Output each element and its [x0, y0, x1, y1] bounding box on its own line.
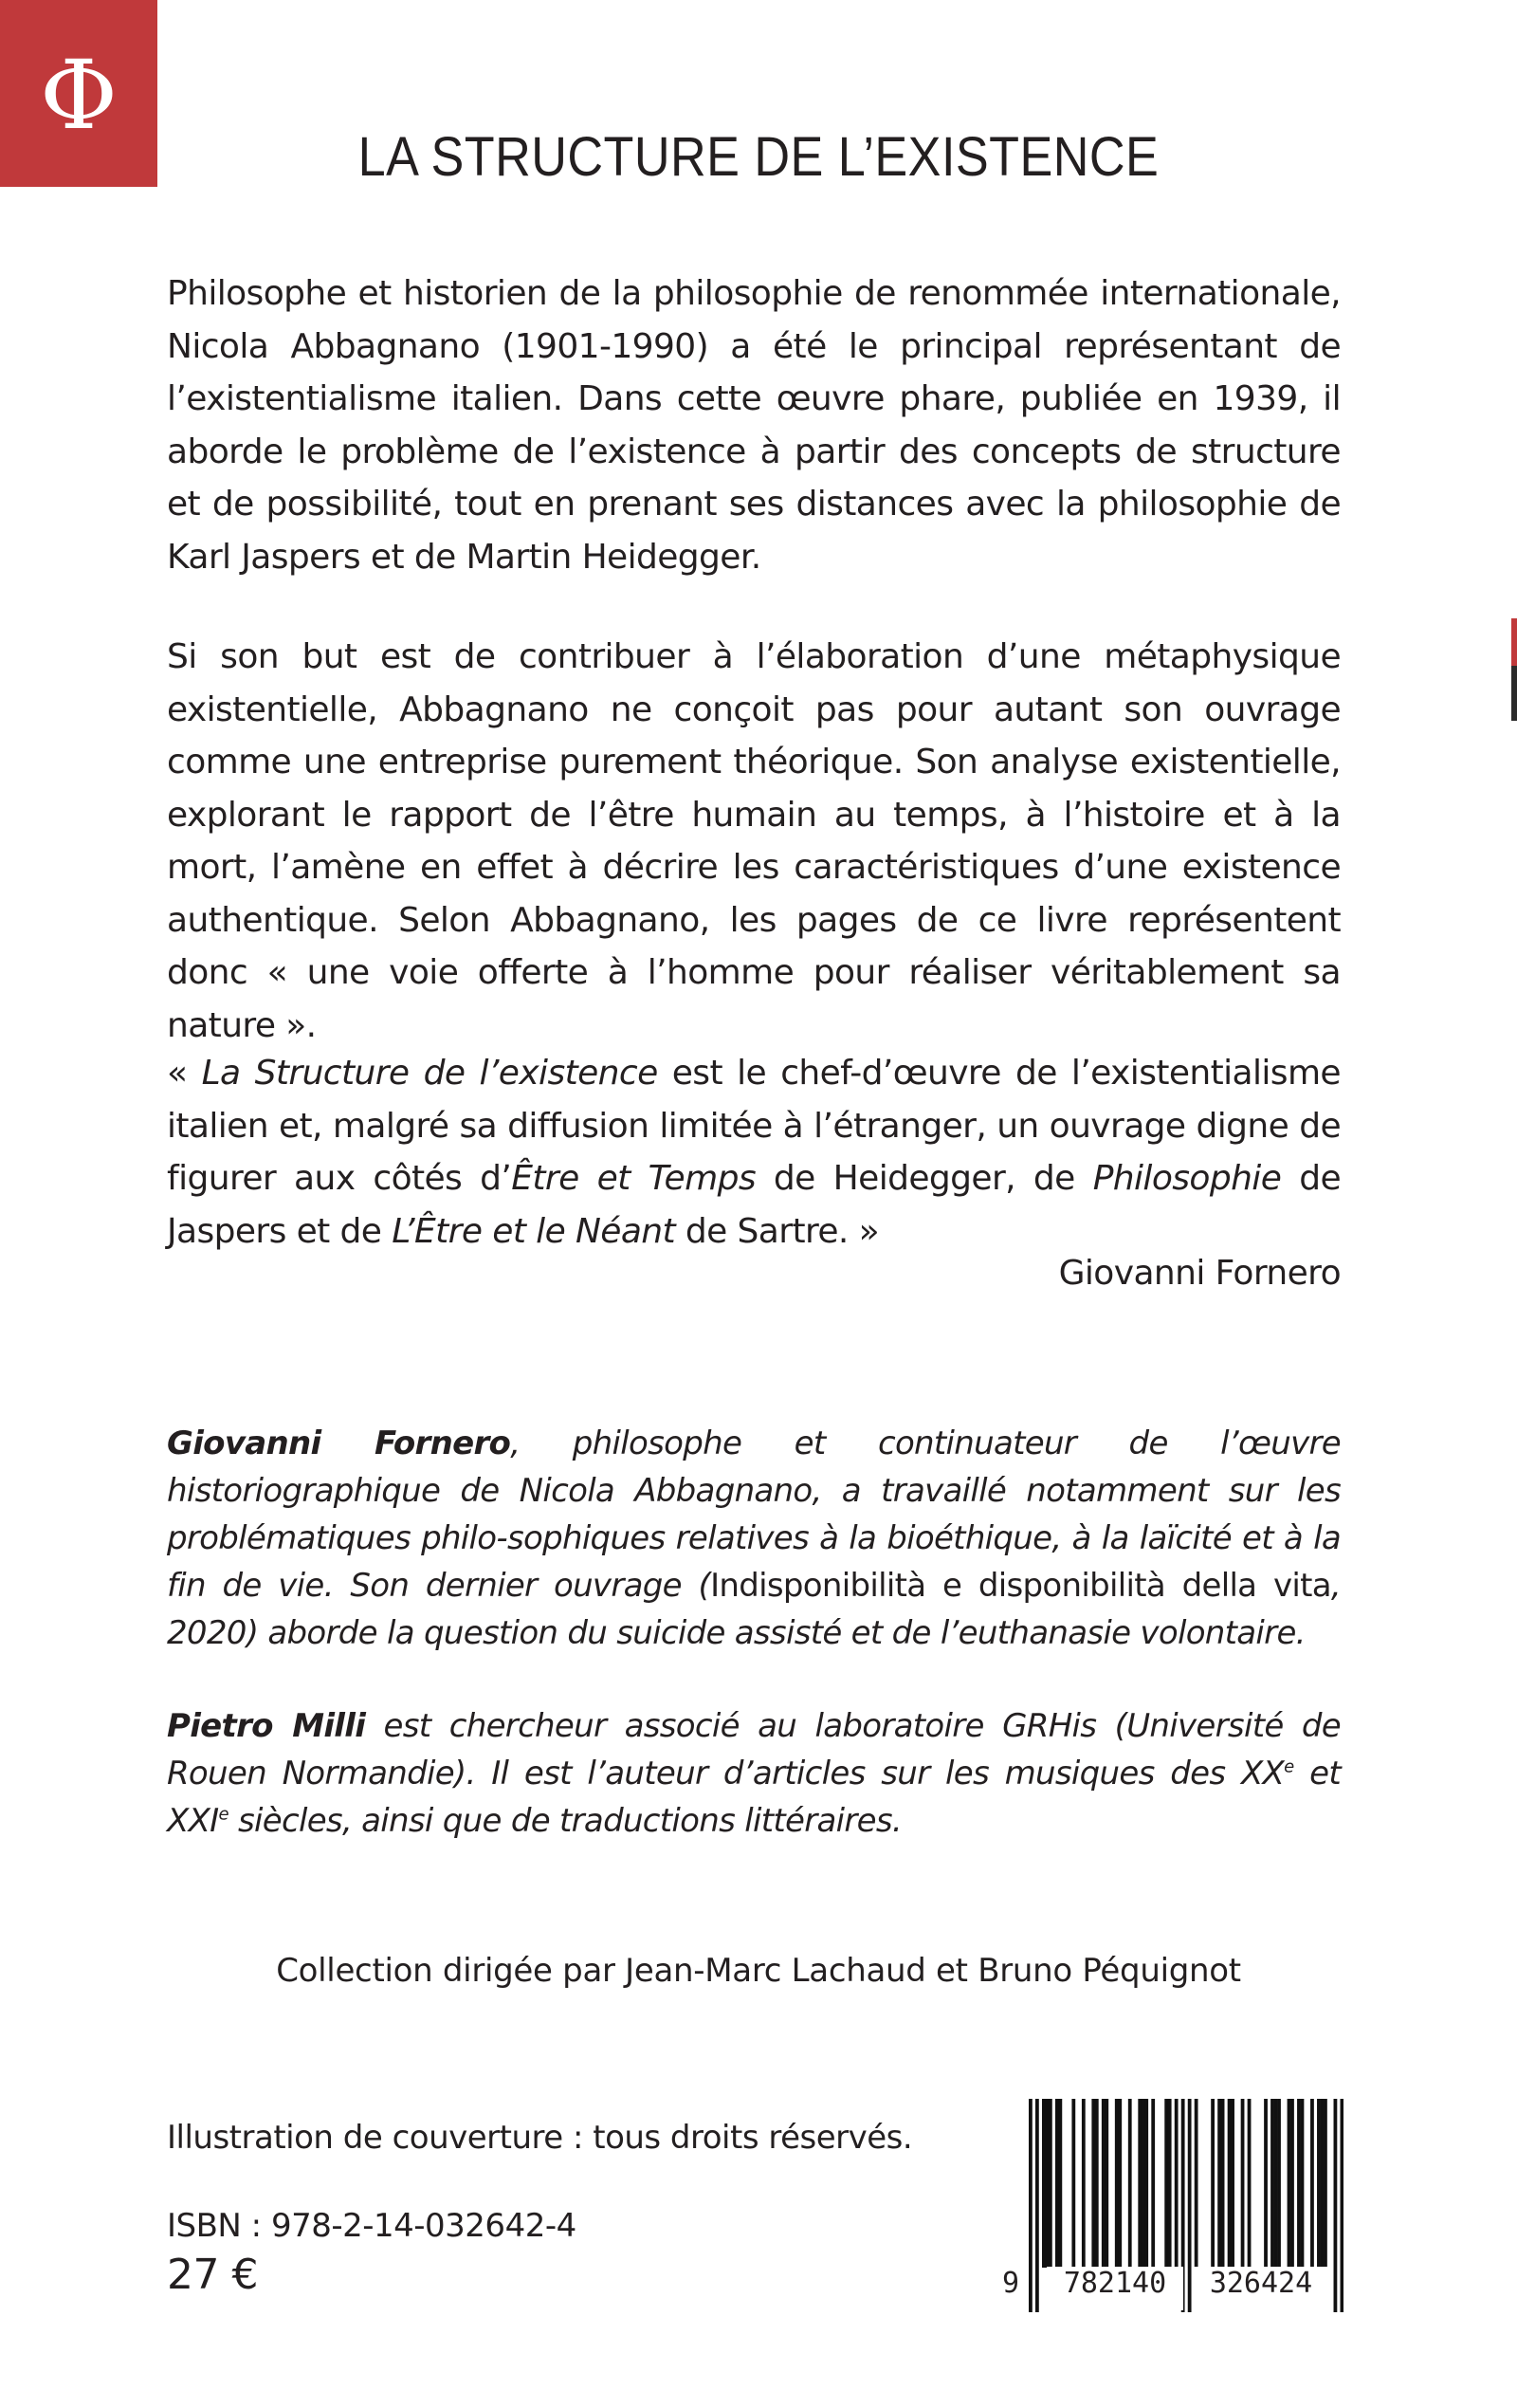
bio-work-title: Indisponibilità e disponibilità della vita — [710, 1567, 1331, 1605]
barcode-bar — [1082, 2099, 1086, 2268]
barcode-bar — [1105, 2099, 1108, 2268]
barcode-bar — [1029, 2099, 1033, 2312]
barcode-bar — [1211, 2099, 1215, 2268]
barcode-bar — [1058, 2099, 1062, 2268]
barcode-bar — [1231, 2099, 1234, 2268]
bio-name: Giovanni Fornero — [167, 1425, 511, 1462]
quote-work-title: L’Être et le Néant — [392, 1211, 676, 1251]
illustration-credit: Illustration de couverture : tous droits réservés. — [167, 2119, 913, 2157]
barcode-bar — [1091, 2099, 1095, 2268]
barcode-digits-right: 326424 — [1193, 2267, 1329, 2310]
quote-attribution: Giovanni Fornero — [1058, 1254, 1341, 1293]
svg-text:Φ: Φ — [40, 40, 118, 151]
barcode-digit-first: 9 — [996, 2267, 1026, 2310]
barcode-bar — [1217, 2099, 1221, 2268]
bio-giovanni-fornero: Giovanni Fornero, philosophe et continuateur de l’œuvre historiographique de Nicola Abbagnano, a travaillé notamment sur les problématiques philo-sophiques relatives à la bioéthique, à la laïcité et à la fin de vie. Son dernier ouvrage (Indisponibilità e disponibilità della vita, 2020) aborde la question du suicide assisté et de l’euthanasie volontaire. — [167, 1425, 1342, 1652]
barcode-bar — [1144, 2099, 1148, 2268]
barcode-bar — [1035, 2099, 1039, 2312]
barcode-bar — [1341, 2099, 1343, 2312]
barcode-bar — [1128, 2099, 1132, 2268]
edge-mark-dark — [1511, 666, 1517, 721]
barcode-digits-left: 782140 — [1047, 2267, 1183, 2310]
barcode-bar — [1248, 2099, 1252, 2268]
barcode-bar — [1310, 2099, 1314, 2268]
collection-editors: Collection dirigée par Jean-Marc Lachaud et Bruno Péquignot — [276, 1952, 1241, 1990]
bio-pietro-milli: Pietro Milli est chercheur associé au laboratoire GRHis (Université de Rouen Normandie). Il est l’auteur d’articles sur les musiques des XXe et XXIe siècles, ainsi que de traductions littéraires. — [167, 1707, 1341, 1840]
barcode-bar — [1277, 2099, 1281, 2268]
barcode-bar — [1071, 2099, 1075, 2268]
barcode-bar — [1095, 2099, 1099, 2268]
barcode-bar — [1175, 2099, 1179, 2268]
price: 27 € — [167, 2251, 258, 2299]
bio-name: Pietro Milli — [167, 1707, 366, 1745]
barcode-bar — [1321, 2099, 1325, 2268]
barcode-bar — [1142, 2099, 1145, 2268]
barcode-bar — [1317, 2099, 1321, 2268]
barcode-bar — [1168, 2099, 1172, 2268]
barcode-bar — [1055, 2099, 1059, 2268]
barcode-bar — [1334, 2099, 1338, 2312]
barcode-bar — [1301, 2099, 1305, 2268]
barcode-bar — [1151, 2099, 1155, 2268]
barcode-bar — [1221, 2099, 1225, 2268]
barcode-bar — [1228, 2099, 1232, 2268]
barcode-bar — [1270, 2099, 1274, 2268]
barcode-bar — [1288, 2099, 1291, 2268]
barcode-bar — [1290, 2099, 1294, 2268]
barcode-bar — [1115, 2099, 1119, 2268]
barcode-bar — [1164, 2099, 1168, 2268]
synopsis-paragraph-1: Philosophe et historien de la philosophie de renommée internationale, Nicola Abbagnano (1901-1990) a été le principal représentant de l’existentialisme italien. Dans cette œuvre phare, publiée en 1939, il aborde le problème de l’existence à partir des concepts de structure et de possibilité, tout en prenant ses distances avec la philosophie de Karl Jaspers et de Martin Heidegger. — [167, 274, 1341, 577]
barcode-bar — [1297, 2099, 1301, 2268]
barcode-bar — [1241, 2099, 1245, 2268]
barcode-bar — [1138, 2099, 1142, 2268]
barcode-bar — [1102, 2099, 1106, 2268]
blurb-quote: « La Structure de l’existence est le chef-d’œuvre de l’existentialisme italien et, malgré sa diffusion limitée à l’étranger, un ouvrage digne de figurer aux côtés d’Être et Temps de Heidegger, de Philosophie de Jaspers et de L’Être et le Néant de Sartre. » — [167, 1054, 1341, 1251]
book-title: LA STRUCTURE DE L’EXISTENCE — [357, 126, 1160, 188]
quote-work-title: La Structure de l’existence — [201, 1054, 658, 1093]
barcode-bar — [1118, 2099, 1122, 2268]
isbn: ISBN : 978-2-14-032642-4 — [167, 2207, 576, 2245]
quote-work-title: Être et Temps — [511, 1159, 756, 1198]
synopsis-paragraph-2: Si son but est de contribuer à l’élaboration d’une métaphysique existentielle, Abbagnano ne conçoit pas pour autant son ouvrage comme une entreprise purement théorique. Son analyse existentielle, explorant le rapport de l’être humain au temps, à l’histoire et à la mort, l’amène en effet à décrire les caractéristiques d’une existence authentique. Selon Abbagnano, les pages de ce livre représentent donc « une voie offerte à l’homme pour réaliser véritablement sa nature ». — [167, 637, 1341, 1045]
barcode-bar — [1274, 2099, 1278, 2268]
barcode-bar — [1188, 2099, 1192, 2312]
barcode-bar — [1042, 2099, 1046, 2268]
edge-mark-red — [1511, 618, 1517, 666]
barcode-bar — [1324, 2099, 1327, 2268]
barcode-bar — [1049, 2099, 1052, 2268]
quote-work-title: Philosophie — [1092, 1159, 1282, 1198]
barcode-bar — [1195, 2099, 1198, 2268]
barcode-bar — [1045, 2099, 1049, 2268]
barcode-bar — [1264, 2099, 1268, 2268]
